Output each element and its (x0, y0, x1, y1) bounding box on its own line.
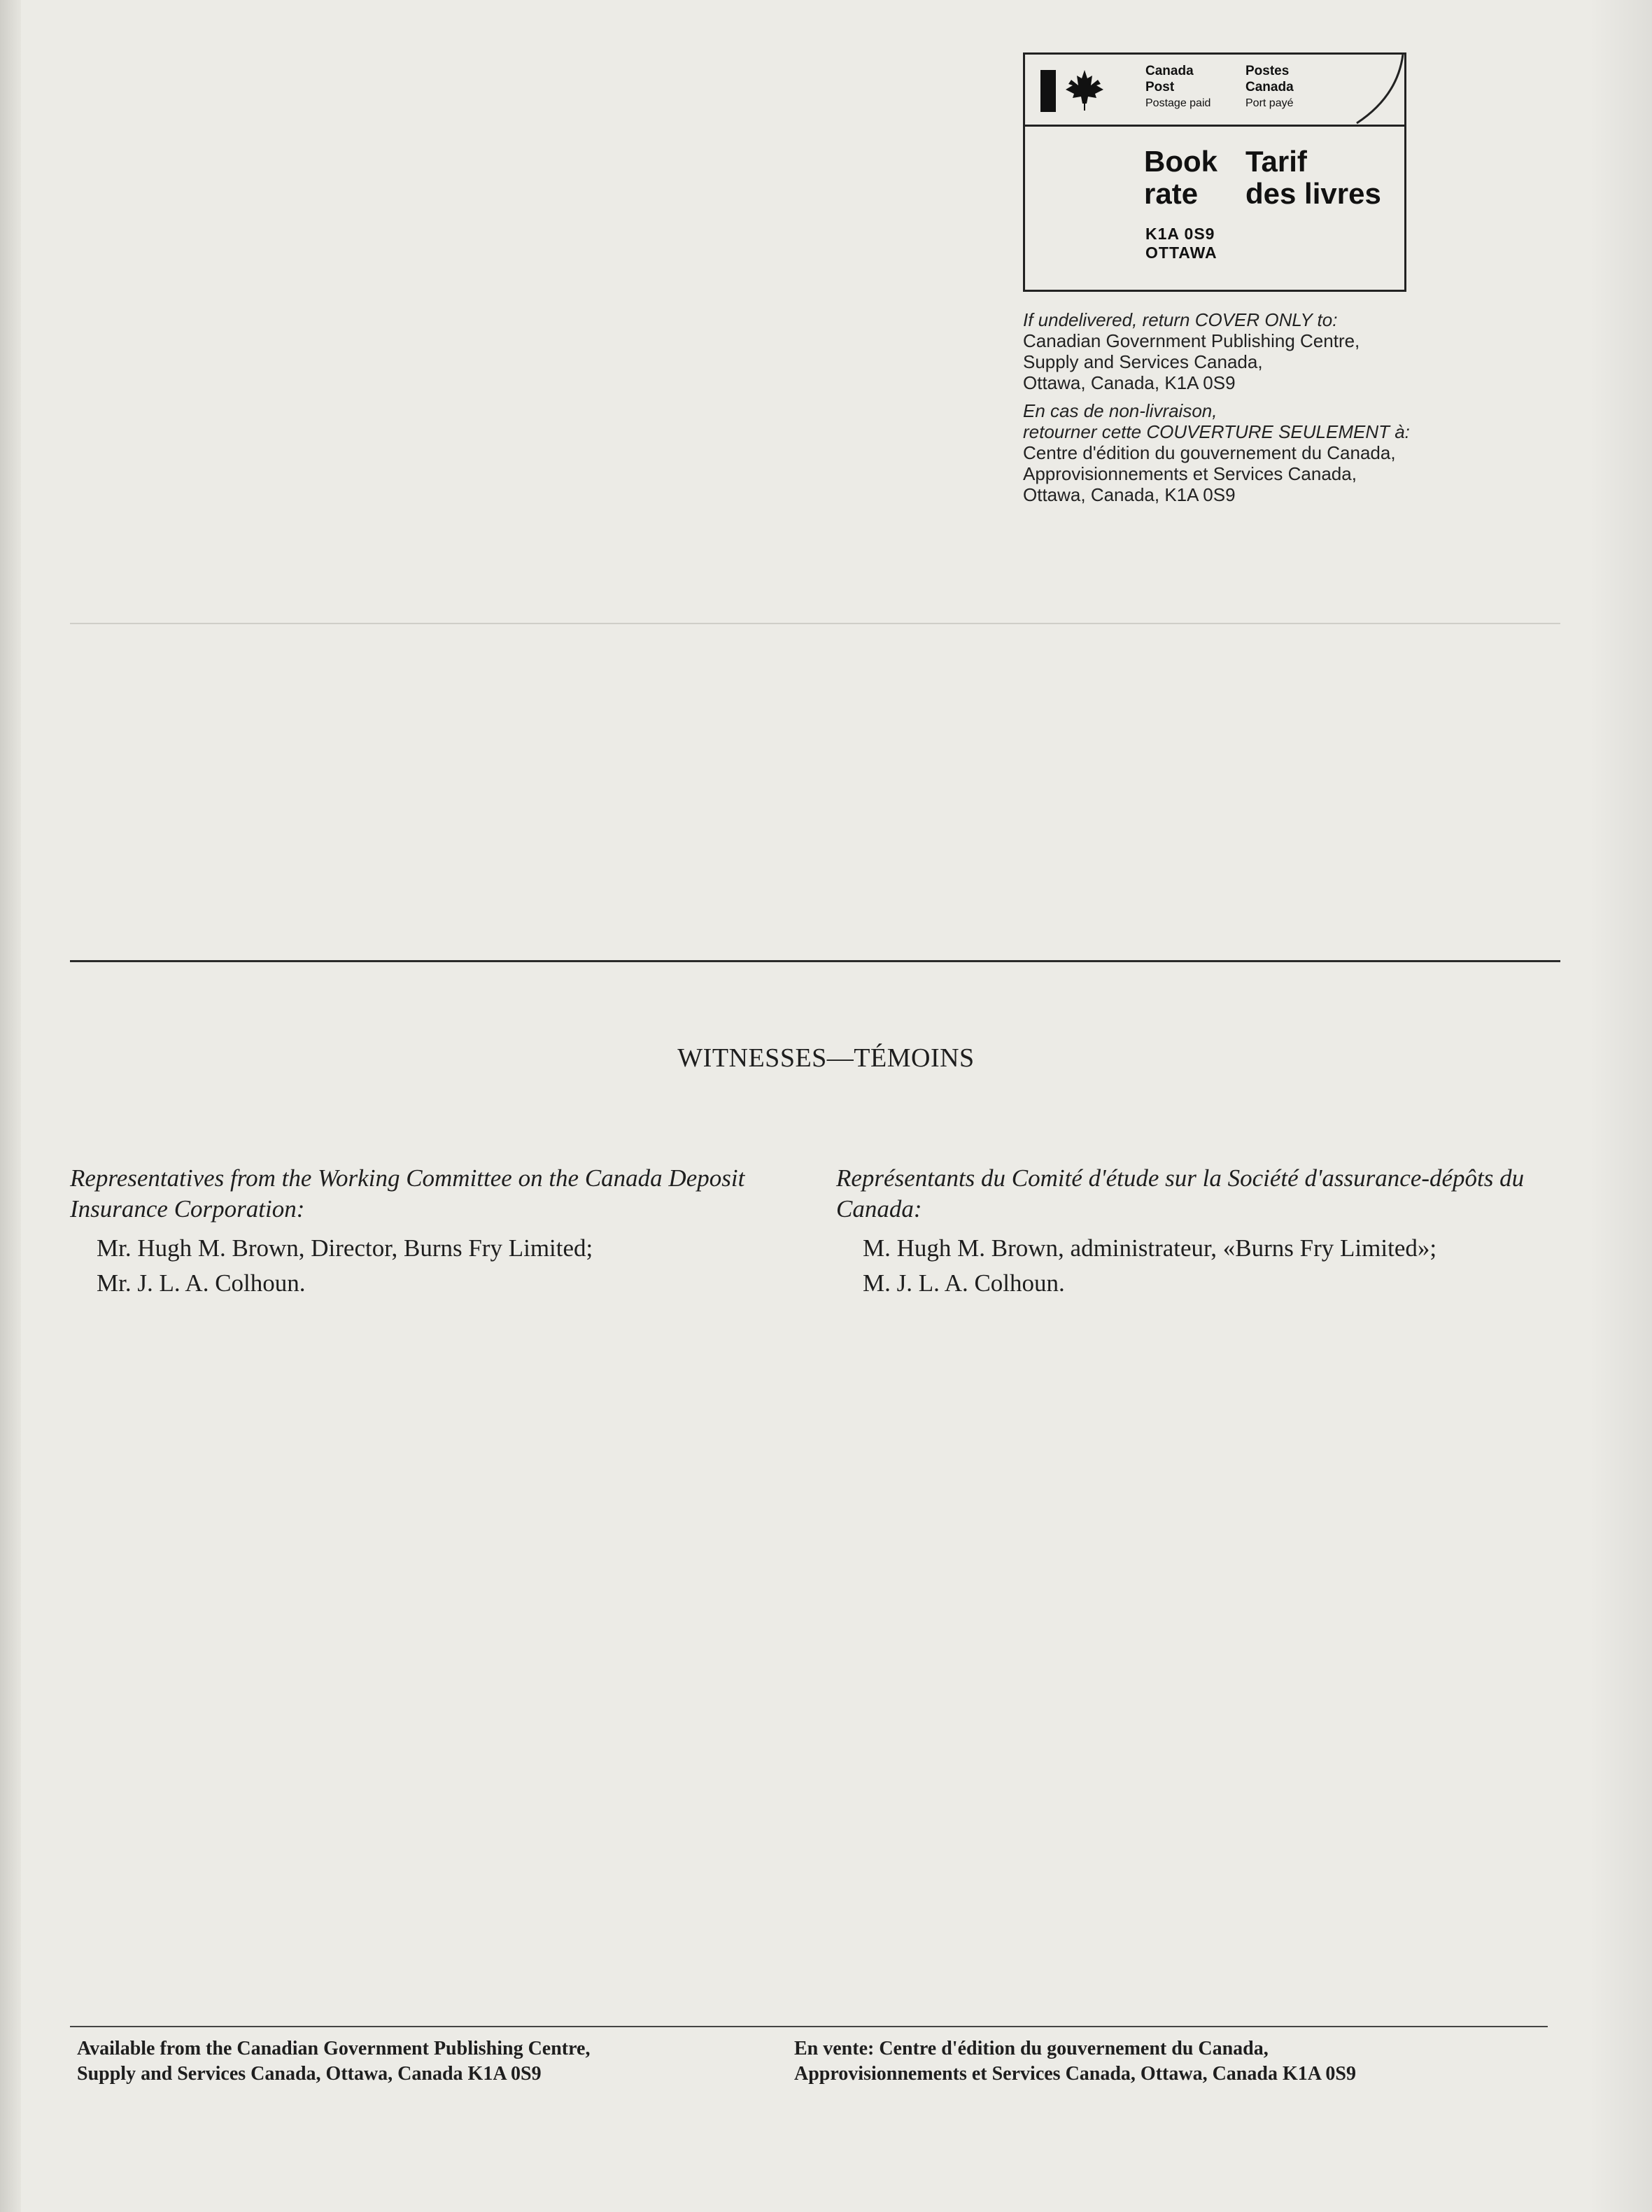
postal-code: K1A 0S9 (1145, 225, 1215, 243)
page-spine (0, 0, 21, 2212)
return-notice-en (1023, 309, 1513, 393)
footer-english (77, 2036, 590, 2087)
witnesses-en-heading: Representatives from the Working Committee on the Canada Deposit Insurance Corporation: (70, 1164, 745, 1223)
canada-post-line2: Post (1145, 80, 1175, 94)
maple-leaf-icon (1061, 69, 1108, 112)
return-notice-fr (1023, 400, 1513, 505)
witness-item: Mr. J. L. A. Colhoun. (97, 1269, 306, 1297)
footer-french (794, 2036, 1356, 2087)
canada-wordmark-bar (1040, 70, 1056, 112)
tarif-livres-label (1245, 146, 1381, 210)
postal-address (1145, 225, 1217, 262)
postage-header (1025, 55, 1404, 125)
return-fr-line: Approvisionnements et Services Canada, (1023, 463, 1357, 484)
return-en-line: Ottawa, Canada, K1A 0S9 (1023, 372, 1236, 393)
book-rate-label (1144, 146, 1217, 210)
witnesses-english (70, 1163, 798, 1303)
witnesses-french (836, 1163, 1564, 1303)
return-en-line: If undelivered, return COVER ONLY to: (1023, 309, 1338, 330)
return-fr-line: Ottawa, Canada, K1A 0S9 (1023, 484, 1236, 505)
witness-item: M. J. L. A. Colhoun. (863, 1269, 1065, 1297)
canada-post-label (1145, 63, 1210, 111)
footer-rule (70, 2026, 1548, 2027)
witness-item: Mr. Hugh M. Brown, Director, Burns Fry Limited; (97, 1234, 593, 1262)
book-word: Book (1144, 145, 1217, 178)
return-fr-line: retourner cette COUVERTURE SEULEMENT à: (1023, 421, 1410, 442)
page-edge-shadow (1589, 0, 1652, 2212)
witnesses-title: WITNESSES—TÉMOINS (677, 1043, 975, 1073)
rate-word: rate (1144, 177, 1199, 210)
postal-city: OTTAWA (1145, 244, 1217, 262)
footer-fr-line: En vente: Centre d'édition du gouvernement du Canada, (794, 2038, 1269, 2059)
witnesses-fr-heading: Représentants du Comité d'étude sur la Société d'assurance-dépôts du Canada: (836, 1164, 1525, 1223)
postage-indicia (1023, 52, 1406, 292)
postage-paid-label: Postage paid (1145, 97, 1211, 109)
section-rule (70, 960, 1560, 962)
port-paye-label: Port payé (1245, 97, 1294, 109)
bleed-through-rule (70, 623, 1560, 624)
postes-line2: Canada (1245, 80, 1294, 94)
return-notice (1023, 309, 1513, 512)
return-fr-line: En cas de non-livraison, (1023, 400, 1217, 421)
witness-item: M. Hugh M. Brown, administrateur, «Burns Fry Limited»; (863, 1234, 1437, 1262)
postes-line1: Postes (1245, 64, 1290, 78)
footer-en-line: Supply and Services Canada, Ottawa, Canada K1A 0S9 (77, 2063, 542, 2085)
return-en-line: Supply and Services Canada, (1023, 351, 1263, 372)
return-en-line: Canadian Government Publishing Centre, (1023, 330, 1360, 351)
tarif-word: Tarif (1245, 145, 1307, 178)
indicia-divider (1025, 125, 1404, 127)
indicia-corner-line (1355, 55, 1404, 125)
des-livres-word: des livres (1245, 177, 1381, 210)
footer-en-line: Available from the Canadian Government Publishing Centre, (77, 2038, 591, 2059)
postes-canada-label (1245, 63, 1294, 111)
return-fr-line: Centre d'édition du gouvernement du Canada, (1023, 442, 1396, 463)
canada-post-line1: Canada (1145, 64, 1194, 78)
footer-fr-line: Approvisionnements et Services Canada, Ottawa, Canada K1A 0S9 (794, 2063, 1356, 2085)
